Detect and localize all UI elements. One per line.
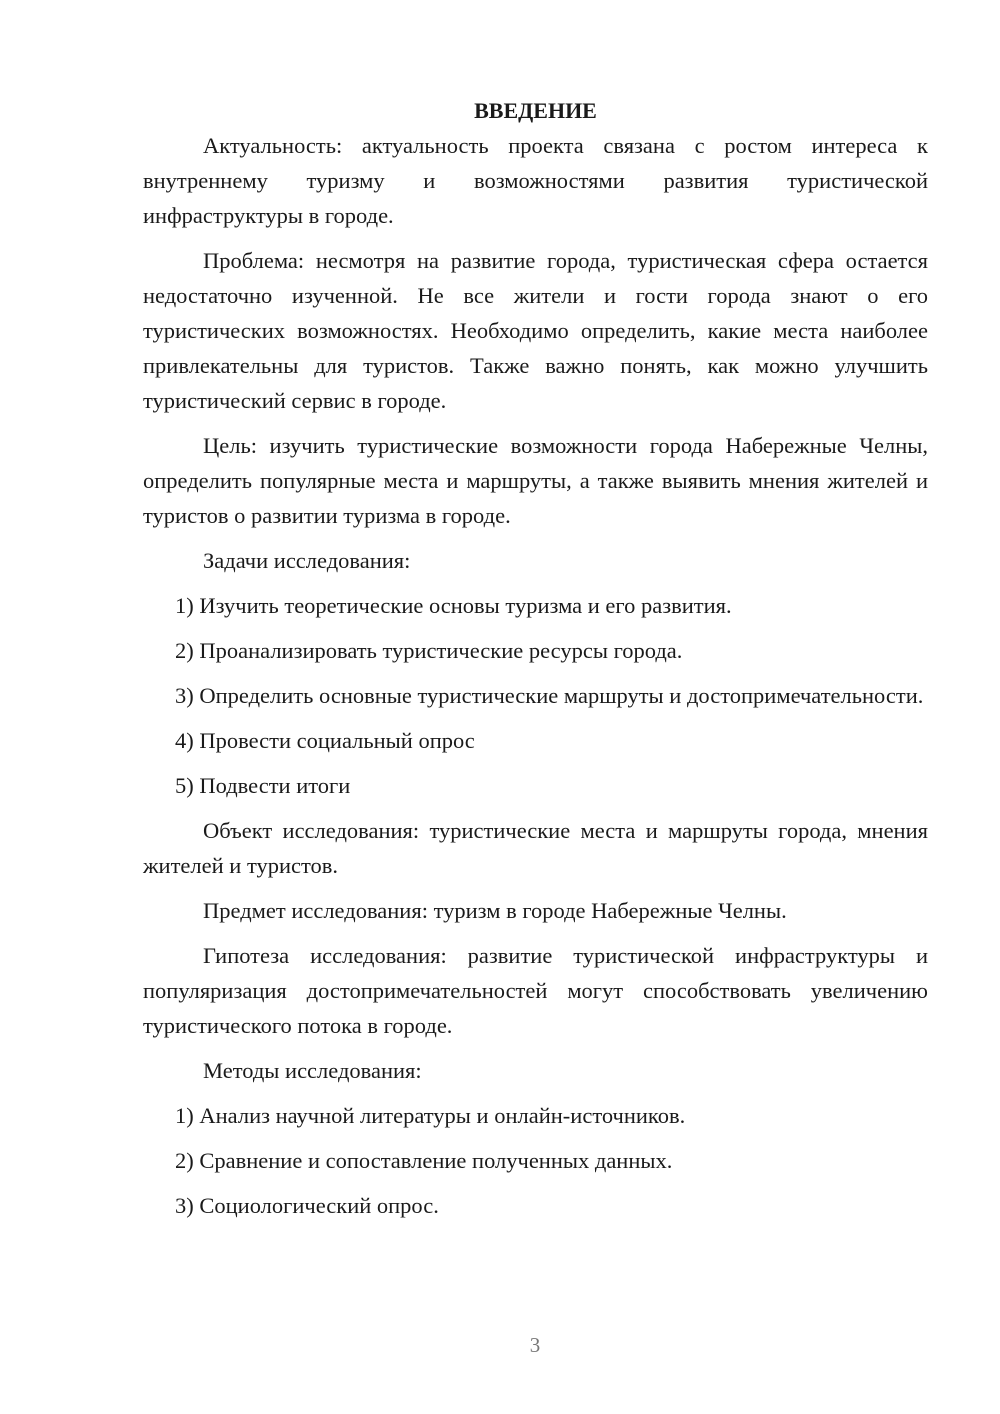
paragraph-relevance: Актуальность: актуальность проекта связана с ростом интереса к внутреннему туризму и возможностями развития туристической инфраструктуры в городе. [143, 133, 928, 228]
paragraph-subject: Предмет исследования: туризм в городе Набережные Челны. [203, 898, 787, 923]
document-body [143, 93, 928, 1223]
list-item-task-2: 2) Проанализировать туристические ресурсы города. [175, 638, 683, 663]
list-item-task-5: 5) Подвести итоги [175, 773, 351, 798]
list-item-task-3: 3) Определить основные туристические маршруты и достопримечательности. [175, 683, 924, 708]
paragraph-tasks-heading: Задачи исследования: [203, 548, 411, 573]
list-item-method-3: 3) Социологический опрос. [175, 1193, 439, 1218]
list-item-method-2: 2) Сравнение и сопоставление полученных данных. [175, 1148, 673, 1173]
paragraph-object: Объект исследования: туристические места и маршруты города, мнения жителей и туристов. [143, 818, 928, 878]
paragraph-methods-heading: Методы исследования: [203, 1058, 422, 1083]
paragraph-hypothesis: Гипотеза исследования: развитие туристической инфраструктуры и популяризация достопримечательностей могут способствовать увеличению туристического потока в городе. [143, 943, 928, 1038]
paragraph-problem: Проблема: несмотря на развитие города, туристическая сфера остается недостаточно изученной. Не все жители и гости города знают о его туристических возможностях. Необходимо определить, какие места наиболее привлекательны для туристов. Также важно понять, как можно улучшить туристический сервис в городе. [143, 248, 928, 413]
page-number: 3 [529, 1333, 541, 1357]
list-item-task-1: 1) Изучить теоретические основы туризма и его развития. [175, 593, 732, 618]
paragraph-goal: Цель: изучить туристические возможности города Набережные Челны, определить популярные места и маршруты, а также выявить мнения жителей и туристов о развитии туризма в городе. [143, 433, 928, 528]
list-item-task-4: 4) Провести социальный опрос [175, 728, 475, 753]
list-item-method-1: 1) Анализ научной литературы и онлайн-источников. [175, 1103, 686, 1128]
page-title: ВВЕДЕНИЕ [474, 98, 597, 123]
